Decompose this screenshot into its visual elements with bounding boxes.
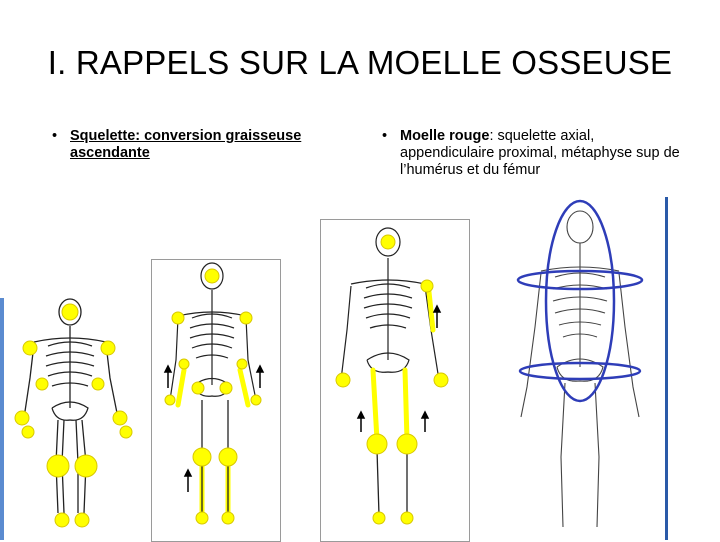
bullet-moelle-rouge-strong: Moelle rouge [400,128,490,144]
panel-edge [0,298,4,540]
skeleton-panel-3 [320,219,470,542]
bullet-marker: • [52,128,58,144]
skeleton-figure-1 [0,298,145,540]
slide-title: I. RAPPELS SUR LA MOELLE OSSEUSE [47,44,673,81]
skeleton-figure-3 [321,220,469,541]
skeleton-panel-4 [505,197,668,540]
skeleton-panel-1 [0,298,145,540]
bullet-moelle-rouge [382,128,690,179]
skeleton-panel-2 [151,259,281,542]
skeleton-figure-2 [152,260,280,541]
bullet-squelette-text: Squelette: conversion graisseuse ascendante [70,128,302,161]
skeleton-figure-4 [505,197,665,540]
bullet-squelette [52,128,360,162]
bullet-moelle-rouge-text: : squelette axial, appendiculaire proximal, métaphyse sup de l’humérus et du fémur [400,128,680,178]
bullet-marker: • [382,128,388,144]
